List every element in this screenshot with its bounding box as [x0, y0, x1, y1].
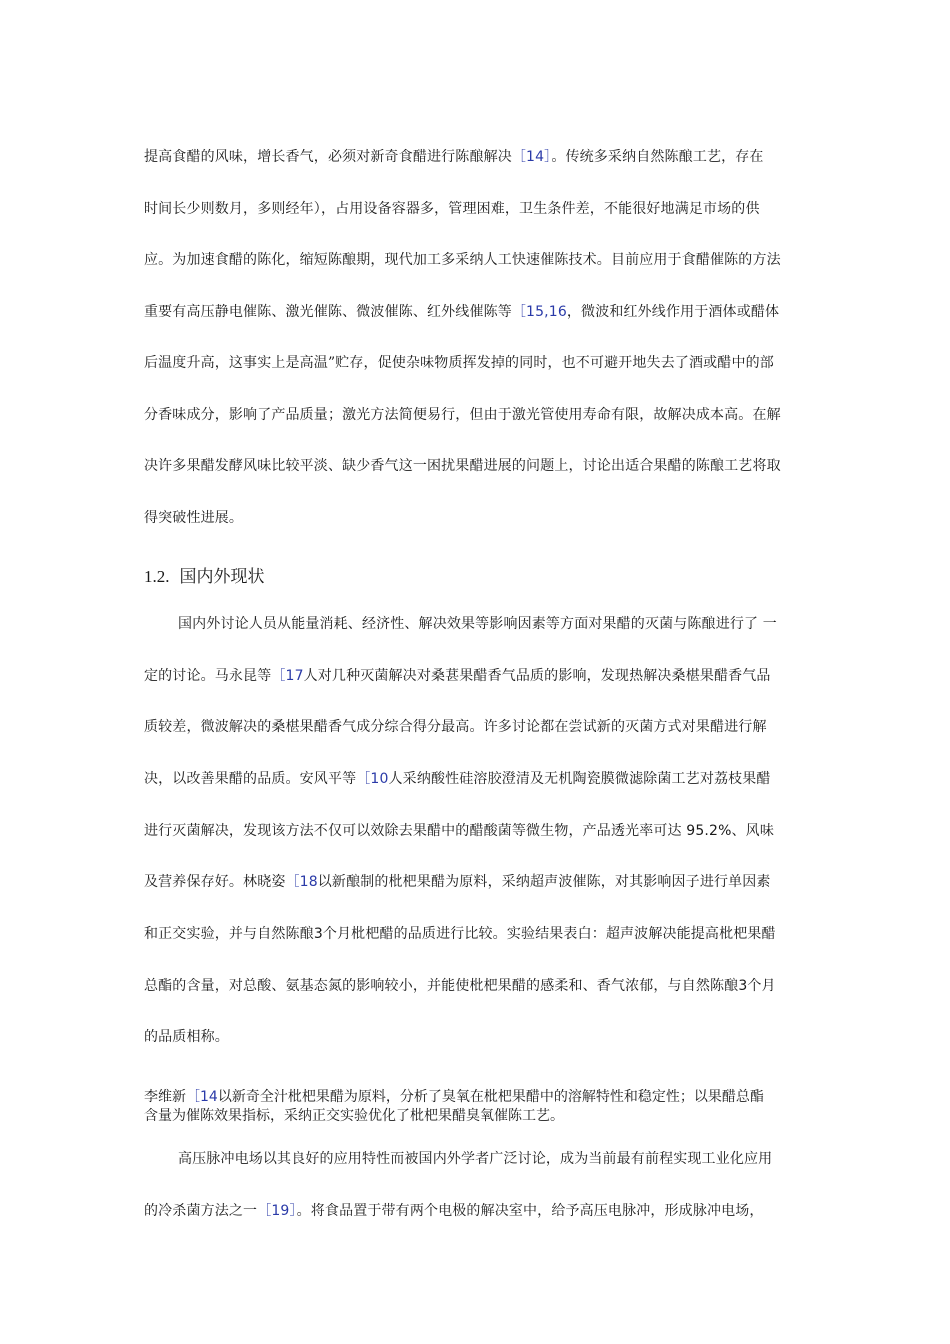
para1-line2: 时间长少则数月，多则经年），占用设备容器多，管理困难，卫生条件差，不能很好地满足市场的供: [144, 201, 760, 217]
para2-line9: 的品质相称。: [144, 1029, 229, 1045]
section-heading: [144, 562, 265, 587]
text: 人对几种灭菌解决对桑葚果醋香气品质的影响，发现热解决桑椹果醋香气品: [303, 668, 771, 684]
para4-line2: [144, 1200, 816, 1220]
text: 总酯的含量，对总酸、氨基态氮的影响较小，并能使枇杷果醋的感柔和、香气浓郁，与自然陈酿: [144, 978, 739, 994]
text: 以新酿制的枇杷果醋为原料，采纳超声波催陈，对其影响因子进行单因素: [317, 874, 771, 890]
citation-link[interactable]: ［10: [356, 771, 389, 787]
para2-line1: 国内外讨论人员从能量消耗、经济性、解决效果等影响因素等方面对果醋的灭菌与陈酿进行了 一: [178, 616, 777, 632]
citation-link[interactable]: ［15,16: [511, 304, 567, 320]
para1-line4: [144, 301, 816, 321]
text: ，微波和红外线作用于酒体或醋体: [566, 304, 780, 320]
text: 个月枇杷醋的品质进行比较。实验结果表白：超声波解决能提高枇杷果醋: [322, 926, 776, 942]
section-title: 国内外现状: [179, 567, 265, 586]
citation-link[interactable]: ［14: [186, 1089, 218, 1105]
text: 提高食醋的风味，增长香气，必须对新奇食醋进行陈酿解决: [144, 149, 512, 165]
para1-line6: 分香味成分，影响了产品质量；激光方法简便易行，但由于激光管使用寿命有限，故解决成本高。在解: [144, 407, 781, 423]
citation-link[interactable]: ［17: [271, 668, 304, 684]
text: 。将食品置于带有两个电极的解决室中，给予高压电脉冲，形成脉冲电场，: [296, 1203, 764, 1219]
text: 决，以改善果醋的品质。安风平等: [144, 771, 357, 787]
text: 定的讨论。马永昆等: [144, 668, 272, 684]
para2-line7: [144, 923, 816, 943]
text: 进行灭菌解决，发现该方法不仅可以效除去果醋中的醋酸菌等微生物，产品透光率可达: [144, 823, 682, 839]
para1-line5: 后温度升高，这事实上是高温”贮存，促使杂味物质挥发掉的同时，也不可避开地失去了酒或醋中的部: [144, 355, 774, 371]
para2-line4: [144, 768, 816, 788]
text: 及营养保存好。林晓姿: [144, 874, 286, 890]
text: 李维新: [144, 1089, 186, 1105]
text: 重要有高压静电催陈、激光催陈、微波催陈、红外线催陈等: [144, 304, 512, 320]
para1-line8: 得突破性进展。: [144, 510, 244, 526]
text: 以新奇全汁枇杷果醋为原料，分析了臭氧在枇杷果醋中的溶解特性和稳定性；以果醋总酯: [217, 1089, 764, 1105]
text: 和正交实验，并与自然陈酿: [144, 926, 314, 942]
para2-line6: [144, 871, 816, 891]
para2-line8: [144, 975, 816, 995]
citation-link[interactable]: ［14］: [511, 149, 552, 165]
text: 的冷杀菌方法之一: [144, 1203, 258, 1219]
para2-line5: [144, 820, 816, 840]
number-value: 3: [313, 926, 323, 942]
para3-line2: 含量为催陈效果指标，采纳正交实验优化了枇杷果醋臭氧催陈工艺。: [144, 1108, 564, 1124]
text: 。传统多采纳自然陈酿工艺，存在: [551, 149, 764, 165]
section-number: 1.2.: [144, 567, 170, 586]
para1-line3: 应。为加速食醋的陈化，缩短陈酿期，现代加工多采纳人工快速催陈技术。目前应用于食醋催陈的方法: [144, 252, 781, 268]
para4-line1: 高压脉冲电场以其良好的应用特性而被国内外学者广泛讨论，成为当前最有前程实现工业化应用: [178, 1151, 773, 1167]
para3-line1: [144, 1086, 816, 1106]
para1-line7: 决许多果醋发酵风味比较平淡、缺少香气这一困扰果醋进展的问题上，讨论出适合果醋的陈酿工艺将取: [144, 458, 781, 474]
text: 个月: [747, 978, 776, 994]
percentage-value: 95.2%: [681, 823, 732, 839]
text: 人采纳酸性硅溶胶澄清及无机陶瓷膜微滤除菌工艺对荔枝果醋: [388, 771, 771, 787]
citation-link[interactable]: ［18: [285, 874, 318, 890]
para2-line2: [144, 665, 816, 685]
number-value: 3: [738, 978, 748, 994]
citation-link[interactable]: ［19］: [257, 1203, 297, 1219]
text: 、风味: [731, 823, 774, 839]
para1-line1: [144, 146, 816, 166]
para2-line3: 质较差，微波解决的桑椹果醋香气成分综合得分最高。许多讨论都在尝试新的灭菌方式对果醋进行解: [144, 719, 767, 735]
